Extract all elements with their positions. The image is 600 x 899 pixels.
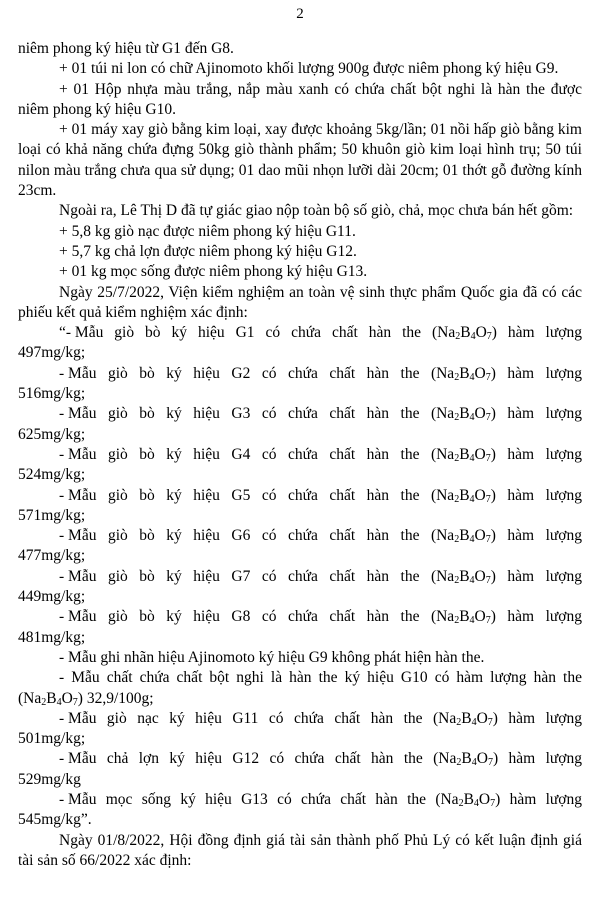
result-word: the: [400, 405, 420, 423]
chemical-formula: [431, 567, 496, 587]
formula-subscript: 4: [471, 716, 477, 728]
formula-part: (Na: [430, 486, 455, 504]
formula-part: O: [474, 405, 486, 423]
result-word: hàm: [508, 750, 536, 768]
formula-part: O: [478, 790, 491, 808]
paragraph-g10: [18, 668, 582, 709]
result-word: G6: [231, 527, 251, 545]
result-value: 449mg/kg;: [18, 588, 86, 606]
g10-text-b: B: [46, 689, 57, 707]
formula-part: (Na: [431, 324, 456, 342]
formula-part: O: [474, 364, 486, 382]
formula-part: ): [495, 790, 501, 808]
formula-part: (Na: [433, 750, 457, 768]
result-word: hàn: [366, 364, 390, 382]
result-word: G3: [231, 405, 251, 423]
formula-part: (Na: [430, 445, 455, 463]
chemical-formula: [431, 486, 496, 506]
formula-subscript: 2: [454, 574, 460, 586]
chemical-formula: [431, 607, 496, 627]
result-value: 481mg/kg;: [18, 628, 86, 646]
test-result-item: [18, 607, 582, 648]
formula-part: (Na: [432, 709, 457, 727]
formula-part: B: [461, 750, 472, 768]
result-word: lượng: [545, 608, 582, 626]
sub-7: 7: [72, 696, 78, 708]
result-word: hiệu: [193, 405, 220, 423]
formula-part: B: [459, 445, 470, 463]
sub-4: 4: [56, 696, 62, 708]
test-result-item: [18, 323, 582, 364]
paragraph: Ngoài ra, Lê Thị D đã tự giác giao nộp toàn bộ số giò, chả, mọc chưa bán hết gồm:: [59, 202, 574, 220]
test-result-line: [18, 607, 582, 627]
result-word: chất: [329, 486, 356, 504]
formula-subscript: 2: [458, 797, 464, 809]
formula-subscript: 4: [469, 534, 475, 546]
result-word: chứa: [287, 364, 318, 382]
paragraph: + 01 kg mọc sống được niêm phong ký hiệu G13.: [59, 263, 368, 281]
result-word: hàm: [508, 709, 536, 727]
result-word: nạc: [137, 709, 159, 727]
result-word: chất: [331, 324, 358, 342]
formula-part: B: [459, 527, 470, 545]
result-word: G1: [235, 324, 255, 342]
result-word: hiệu: [193, 608, 220, 626]
formula-subscript: 2: [454, 615, 460, 627]
result-word: chứa: [301, 790, 331, 808]
formula-subscript: 2: [456, 757, 462, 769]
result-word: G4: [231, 445, 251, 463]
result-word: bò: [139, 405, 155, 423]
formula-part: O: [476, 750, 488, 768]
result-word: bò: [139, 567, 155, 585]
result-word: sống: [141, 790, 172, 808]
result-word: - Mẫu: [59, 445, 97, 463]
formula-part: B: [459, 405, 470, 423]
result-word: the: [402, 324, 422, 342]
result-word: G8: [231, 608, 251, 626]
result-word: the: [400, 486, 420, 504]
formula-subscript: 7: [487, 757, 493, 769]
result-word: - Mẫu: [59, 486, 97, 504]
test-result-line: [18, 445, 582, 465]
test-result-item: [18, 790, 582, 831]
result-word: giò: [107, 364, 128, 382]
result-word: bò: [139, 527, 155, 545]
result-word: giò: [107, 486, 128, 504]
result-word: hiệu: [193, 527, 220, 545]
formula-part: ): [491, 324, 497, 342]
result-word: ký: [166, 527, 182, 545]
result-word: chả: [106, 750, 129, 768]
result-word: chất: [329, 445, 356, 463]
result-word: - Mẫu: [59, 527, 97, 545]
result-word: hàm: [507, 608, 535, 626]
formula-subscript: 2: [454, 534, 460, 546]
chemical-formula: [433, 709, 498, 729]
result-word: ký: [171, 324, 187, 342]
formula-part: ): [490, 567, 496, 585]
formula-subscript: 7: [485, 371, 491, 383]
result-word: lượng: [545, 709, 582, 727]
test-result-item: [18, 749, 582, 790]
g10-text-a: - Mẫu chất chứa chất bột nghi là hàn the ký hiệu G10 có hàm lượng hàn the (Na: [18, 669, 582, 707]
test-result-item: [18, 486, 582, 527]
result-word: lượng: [545, 750, 582, 768]
result-word: G11: [232, 709, 259, 727]
formula-part: O: [474, 486, 486, 504]
result-word: chất: [329, 608, 356, 626]
result-word: the: [403, 709, 423, 727]
result-word: lượng: [545, 445, 582, 463]
formula-subscript: 4: [469, 452, 475, 464]
paragraph: - Mẫu ghi nhãn hiệu Ajinomoto ký hiệu G9 không phát hiện hàn the.: [59, 648, 485, 666]
formula-subscript: 2: [454, 493, 460, 505]
result-word: chứa: [287, 445, 318, 463]
test-result-item: [18, 404, 582, 445]
result-word: hiệu: [205, 790, 232, 808]
result-word: lượng: [545, 324, 582, 342]
result-word: lượng: [545, 364, 582, 382]
result-word: bò: [145, 324, 161, 342]
paragraph: Ngày 01/8/2022, Hội đồng định giá tài sản thành phố Phủ Lý có kết luận định giá tài sản số 66/2022 xác định:: [18, 831, 582, 869]
formula-part: B: [459, 486, 470, 504]
result-value: 501mg/kg;: [18, 730, 86, 748]
result-word: ký: [166, 445, 182, 463]
test-result-line: [18, 486, 582, 506]
formula-subscript: 2: [456, 716, 462, 728]
formula-part: ): [492, 750, 499, 768]
formula-part: ): [490, 364, 496, 382]
result-word: - Mẫu: [59, 567, 97, 585]
result-word: hàm: [507, 324, 535, 342]
result-word: ký: [166, 405, 182, 423]
result-word: hàm: [509, 790, 537, 808]
result-word: hàn: [371, 750, 394, 768]
result-word: the: [400, 567, 420, 585]
g10-text-c: O: [61, 689, 73, 707]
result-word: giò: [106, 709, 127, 727]
formula-subscript: 7: [485, 574, 491, 586]
formula-part: B: [459, 364, 470, 382]
result-word: bò: [139, 486, 155, 504]
result-word: hiệu: [193, 445, 220, 463]
result-word: hàm: [507, 567, 535, 585]
chemical-formula: [431, 404, 496, 424]
result-word: chất: [329, 527, 356, 545]
formula-subscript: 4: [473, 797, 479, 809]
result-word: - Mẫu: [59, 608, 97, 626]
result-word: chất: [329, 567, 356, 585]
formula-subscript: 7: [485, 493, 491, 505]
result-word: - Mẫu: [59, 405, 97, 423]
formula-part: (Na: [430, 608, 455, 626]
paragraph: Ngày 25/7/2022, Viện kiểm nghiệm an toàn vệ sinh thực phẩm Quốc gia đã có các phiếu kết quả kiểm nghiệm xác định:: [18, 283, 582, 321]
result-value: 545mg/kg”.: [18, 811, 92, 829]
test-result-line: [18, 526, 582, 546]
result-word: hiệu: [193, 567, 220, 585]
result-value: 625mg/kg;: [18, 425, 86, 443]
result-word: lượng: [545, 790, 582, 808]
test-results-list: [18, 709, 582, 831]
result-word: hàm: [507, 405, 535, 423]
formula-subscript: 4: [469, 574, 475, 586]
result-word: hàn: [366, 527, 390, 545]
formula-part: B: [463, 790, 474, 808]
formula-part: B: [459, 608, 470, 626]
result-word: ký: [166, 364, 182, 382]
formula-subscript: 4: [470, 331, 476, 343]
formula-subscript: 7: [485, 534, 491, 546]
result-word: hàm: [507, 364, 535, 382]
result-word: - Mẫu: [59, 709, 97, 727]
result-word: hàn: [366, 486, 390, 504]
result-word: có: [268, 709, 284, 727]
result-word: chứa: [287, 405, 318, 423]
result-word: G12: [232, 750, 260, 768]
test-result-line: [18, 709, 582, 729]
chemical-formula: [433, 749, 498, 769]
result-word: G2: [231, 364, 251, 382]
paragraph: + 01 túi ni lon có chữ Ajinomoto khối lượng 900g được niêm phong ký hiệu G9.: [59, 60, 559, 78]
result-word: có: [261, 486, 277, 504]
result-word: giò: [107, 405, 128, 423]
result-word: có: [269, 750, 285, 768]
result-word: hàm: [507, 486, 535, 504]
result-word: - Mẫu: [59, 790, 97, 808]
formula-part: ): [490, 486, 496, 504]
test-result-item: [18, 567, 582, 608]
result-value: 529mg/kg: [18, 770, 81, 788]
result-word: ký: [166, 486, 182, 504]
result-word: chứa: [287, 486, 318, 504]
result-word: giò: [114, 324, 135, 342]
formula-subscript: 7: [486, 331, 492, 343]
result-word: - Mẫu: [59, 750, 97, 768]
chemical-formula: [431, 526, 496, 546]
result-word: lợn: [138, 750, 160, 768]
result-word: the: [403, 750, 423, 768]
result-word: có: [261, 445, 277, 463]
result-word: có: [265, 324, 281, 342]
result-word: hàm: [507, 445, 535, 463]
result-word: chất: [334, 709, 361, 727]
paragraph: + 5,8 kg giò nạc được niêm phong ký hiệu G11.: [59, 222, 356, 240]
formula-subscript: 4: [469, 412, 475, 424]
result-word: hàn: [370, 709, 394, 727]
result-word: chất: [329, 364, 356, 382]
result-word: ký: [169, 750, 185, 768]
result-word: hiệu: [193, 364, 220, 382]
sub-2: 2: [41, 696, 47, 708]
formula-subscript: 4: [469, 615, 475, 627]
chemical-formula: [432, 323, 497, 343]
result-word: “- Mẫu: [59, 324, 104, 342]
test-result-item: [18, 709, 582, 750]
test-result-item: [18, 526, 582, 567]
result-word: bò: [139, 364, 155, 382]
formula-subscript: 7: [485, 412, 491, 424]
formula-part: (Na: [430, 527, 455, 545]
formula-part: O: [474, 527, 486, 545]
page-number: 2: [296, 6, 304, 22]
formula-part: (Na: [430, 405, 455, 423]
result-word: chứa: [287, 567, 318, 585]
formula-subscript: 2: [455, 331, 461, 343]
result-word: hàn: [366, 445, 390, 463]
result-word: the: [400, 445, 420, 463]
result-word: mọc: [105, 790, 133, 808]
test-result-item: [18, 445, 582, 486]
result-word: lượng: [545, 486, 582, 504]
formula-part: O: [474, 567, 486, 585]
chemical-formula: [431, 364, 496, 384]
result-word: the: [400, 608, 420, 626]
result-word: có: [261, 364, 277, 382]
formula-subscript: 4: [469, 493, 475, 505]
chemical-formula: [431, 445, 496, 465]
result-word: chất: [329, 405, 356, 423]
chemical-formula: [435, 790, 500, 810]
result-word: hàn: [375, 790, 398, 808]
result-word: G7: [231, 567, 251, 585]
result-word: ký: [166, 608, 182, 626]
g10-text-d: ) 32,9/100g;: [77, 689, 154, 707]
formula-part: ): [490, 527, 496, 545]
result-word: có: [261, 608, 277, 626]
result-word: G13: [241, 790, 268, 808]
paragraph: + 5,7 kg chả lợn được niêm phong ký hiệu G12.: [59, 242, 357, 260]
result-word: ký: [169, 709, 185, 727]
result-word: chứa: [287, 608, 318, 626]
result-word: bò: [139, 445, 155, 463]
test-result-line: [18, 364, 582, 384]
test-result-item: [18, 364, 582, 405]
formula-part: ): [492, 709, 498, 727]
formula-part: O: [474, 608, 486, 626]
result-word: lượng: [545, 527, 582, 545]
formula-part: (Na: [430, 567, 455, 585]
formula-part: ): [490, 608, 496, 626]
result-word: có: [261, 527, 277, 545]
result-word: chứa: [287, 527, 318, 545]
test-result-line: [18, 567, 582, 587]
formula-part: ): [490, 445, 496, 463]
formula-part: (Na: [435, 790, 459, 808]
formula-part: O: [475, 324, 487, 342]
result-word: chất: [340, 790, 367, 808]
test-result-line: [18, 323, 582, 343]
result-word: lượng: [545, 567, 582, 585]
paragraph: + 01 Hộp nhựa màu trắng, nắp màu xanh có chứa chất bột nghi là hàn the được niêm phong ký hiệu G10.: [18, 80, 582, 118]
formula-part: ): [490, 405, 496, 423]
result-word: hàn: [368, 324, 392, 342]
formula-subscript: 7: [487, 716, 493, 728]
result-word: giò: [107, 445, 128, 463]
result-word: hiệu: [193, 486, 220, 504]
result-value: 524mg/kg;: [18, 466, 86, 484]
result-word: chứa: [291, 324, 322, 342]
result-word: chứa: [294, 709, 324, 727]
result-word: giò: [107, 527, 128, 545]
result-word: bò: [139, 608, 155, 626]
result-word: hàm: [507, 527, 535, 545]
result-word: - Mẫu: [59, 364, 97, 382]
result-word: the: [407, 790, 427, 808]
formula-subscript: 2: [454, 412, 460, 424]
paragraph: niêm phong ký hiệu từ G1 đến G8.: [18, 40, 234, 57]
result-word: hiệu: [195, 750, 222, 768]
result-word: hàn: [366, 567, 390, 585]
result-word: hàn: [366, 405, 390, 423]
result-value: 516mg/kg;: [18, 385, 86, 403]
result-word: giò: [107, 567, 128, 585]
result-word: chứa: [294, 750, 325, 768]
result-word: lượng: [545, 405, 582, 423]
result-word: chất: [334, 750, 361, 768]
formula-subscript: 4: [471, 757, 477, 769]
document-body: [18, 39, 582, 871]
formula-part: B: [460, 324, 471, 342]
formula-part: O: [476, 709, 488, 727]
formula-part: B: [459, 567, 470, 585]
result-value: 477mg/kg;: [18, 547, 86, 565]
result-word: giò: [107, 608, 128, 626]
result-word: hiệu: [195, 709, 222, 727]
formula-part: (Na: [430, 364, 455, 382]
result-word: có: [277, 790, 292, 808]
result-word: G5: [231, 486, 251, 504]
result-value: 571mg/kg;: [18, 506, 86, 524]
result-value: 497mg/kg;: [18, 344, 86, 362]
result-word: ký: [166, 567, 182, 585]
paragraph: + 01 máy xay giò bằng kim loại, xay được khoảng 5kg/lần; 01 nồi hấp giò bằng kim loại có khả năng chứa đựng 50kg giò thành phẩm; 50 khuôn giò kim loại hình trụ; 50 túi nilon màu trắng chưa qua sử dụng; 01 dao mũi nhọn lưỡi dài 20cm; 01 thớt gỗ đường kính 23cm.: [18, 121, 582, 200]
test-result-line: [18, 404, 582, 424]
result-word: có: [261, 567, 277, 585]
formula-subscript: 7: [485, 615, 491, 627]
formula-subscript: 7: [485, 452, 491, 464]
result-word: the: [400, 527, 420, 545]
formula-subscript: 4: [469, 371, 475, 383]
formula-subscript: 7: [490, 797, 496, 809]
result-word: the: [400, 364, 420, 382]
result-word: hàn: [366, 608, 390, 626]
result-word: có: [261, 405, 277, 423]
test-results-list: [18, 323, 582, 648]
test-result-line: [18, 749, 582, 769]
result-word: hiệu: [197, 324, 225, 342]
test-result-line: [18, 790, 582, 810]
formula-part: O: [474, 445, 486, 463]
formula-part: B: [461, 709, 472, 727]
result-word: ký: [180, 790, 196, 808]
formula-subscript: 2: [454, 452, 460, 464]
formula-subscript: 2: [454, 371, 460, 383]
